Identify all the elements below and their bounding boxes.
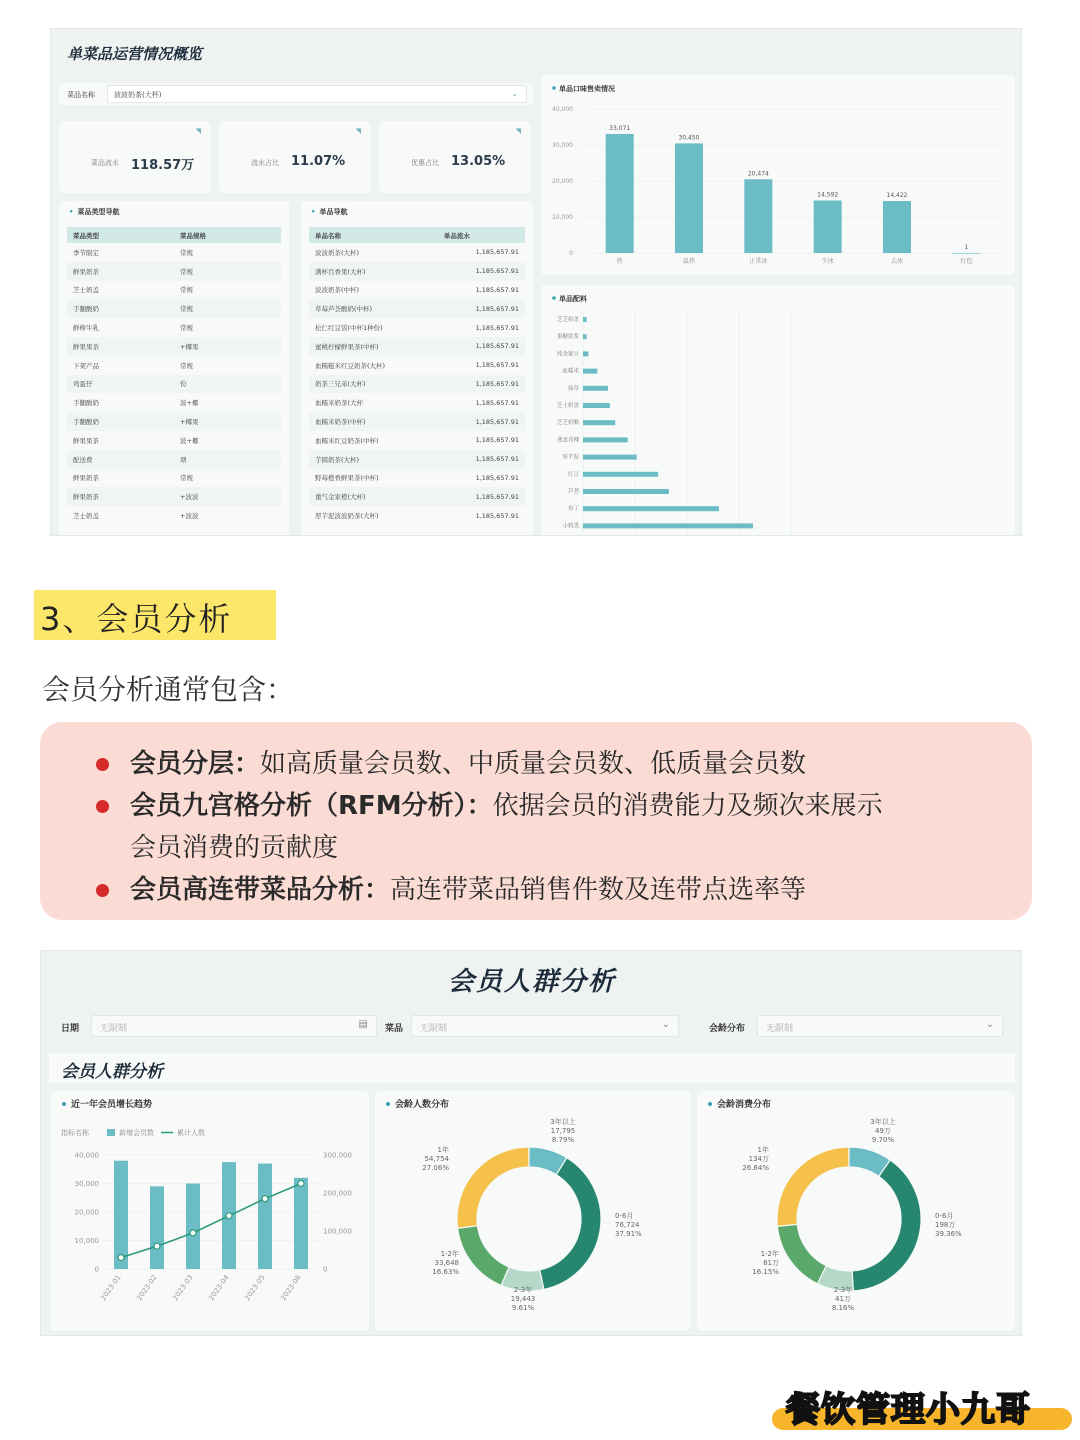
x-tick-label: 2023-01 bbox=[99, 1273, 123, 1303]
x-tick-label: 2023-02 bbox=[135, 1273, 159, 1303]
table-cell: 波波奶茶(中杯) bbox=[315, 286, 360, 295]
bar bbox=[675, 143, 703, 253]
date-filter-input[interactable] bbox=[91, 1015, 377, 1037]
table-cell: 1,185,657.91 bbox=[475, 436, 519, 445]
table-cell: 1,185,657.91 bbox=[475, 285, 519, 294]
title-dot bbox=[62, 1102, 66, 1106]
table-row[interactable] bbox=[67, 412, 281, 431]
dish-type-nav-panel bbox=[59, 201, 289, 536]
bullet-item-rfm-cont: 会员消费的贡献度 bbox=[130, 833, 339, 863]
bar-value-label: 14,592 bbox=[817, 191, 839, 199]
bar-value-label: 30,450 bbox=[678, 134, 700, 142]
table-cell: 配送费 bbox=[67, 450, 174, 469]
bar bbox=[583, 506, 719, 511]
brand-logo bbox=[772, 1382, 1072, 1430]
bar bbox=[583, 351, 588, 356]
x-tick-label: 2023-06 bbox=[279, 1273, 303, 1303]
table-cell: 下架产品 bbox=[73, 361, 99, 370]
table-cell: 1,185,657.91 bbox=[438, 450, 525, 469]
bullet-box bbox=[40, 722, 1032, 920]
y-tick-label: 芝芝奶盖 bbox=[556, 317, 579, 323]
table-cell: 血糯米奶茶(中杯) bbox=[309, 412, 438, 431]
chart-title: 单品口味售卖情况 bbox=[559, 85, 615, 93]
filter-label: 会龄分布 bbox=[709, 1024, 746, 1034]
table-cell: 波+椰 bbox=[180, 399, 199, 408]
table-cell: 芝士奶盖 bbox=[73, 286, 99, 295]
dish-name-label: 菜品名称 bbox=[67, 91, 95, 99]
table-cell: 鸡蛋仔 bbox=[67, 375, 174, 394]
member-crowd-dashboard bbox=[40, 950, 1022, 1336]
filter-label: 菜品 bbox=[385, 1024, 404, 1034]
slice-label-pct: 27.06% bbox=[422, 1164, 449, 1172]
line-point bbox=[226, 1213, 232, 1219]
title-dot bbox=[552, 296, 556, 300]
table-cell: 草莓芦荟酸奶(中杯) bbox=[309, 299, 438, 318]
dish-name-select[interactable] bbox=[107, 85, 527, 103]
line-point bbox=[262, 1196, 268, 1202]
bullet-item-rfm bbox=[130, 786, 883, 826]
table-row[interactable] bbox=[67, 262, 281, 281]
y-tick-label: 芝士奶盖 bbox=[556, 403, 579, 409]
chevron-down-icon: ⌄ bbox=[661, 1019, 670, 1030]
y-left-tick-label: 40,000 bbox=[74, 1151, 99, 1160]
bullet-dot bbox=[96, 800, 109, 813]
column-header: 单品名称 bbox=[309, 227, 438, 243]
table-cell: 野莓橙香鲜果茶(中杯) bbox=[315, 474, 379, 483]
member-growth-panel bbox=[51, 1091, 369, 1331]
table-cell: 鲜果奶茶 bbox=[73, 474, 99, 483]
date-filter bbox=[61, 1013, 368, 1039]
slice-label-pct: 9.61% bbox=[511, 1304, 535, 1312]
corner-icon: ◥ bbox=[195, 127, 201, 135]
section-subtitle-text: 会员人群分析 bbox=[61, 1062, 163, 1082]
table-row[interactable] bbox=[67, 431, 281, 450]
y-left-tick-label: 30,000 bbox=[74, 1180, 99, 1188]
x-tick-label: 去冰 bbox=[890, 258, 904, 265]
table-row[interactable] bbox=[309, 506, 525, 525]
table-cell: 季节限定 bbox=[73, 248, 99, 257]
table-row[interactable] bbox=[67, 487, 281, 506]
legend-swatch bbox=[107, 1129, 115, 1136]
x-tick-label: 打包 bbox=[960, 258, 973, 265]
y-tick-label: 燕麦青稞 bbox=[556, 437, 579, 444]
panel-title: • 菜品类型导航 bbox=[69, 207, 119, 217]
tenure-spend-donut bbox=[697, 1091, 1015, 1331]
dashboard-title: 单菜品运营情况概览 bbox=[67, 45, 203, 63]
table-cell: 鲜果奶茶 bbox=[67, 262, 174, 281]
table-cell: 常规 bbox=[180, 324, 193, 333]
slice-label-value: 76,724 bbox=[615, 1221, 640, 1229]
chart-title: 单品配料 bbox=[559, 295, 587, 303]
y-left-tick-label: 20,000 bbox=[74, 1208, 99, 1217]
table-row[interactable] bbox=[67, 469, 281, 488]
bullet-item-attach-dishes bbox=[130, 870, 806, 910]
slice-label-value: 198万 bbox=[935, 1221, 956, 1229]
y-tick-label: 0 bbox=[569, 250, 573, 257]
table-cell: 1,185,657.91 bbox=[475, 473, 519, 482]
filter-placeholder: 无限制 bbox=[100, 1024, 128, 1034]
x-tick-label: 2023-03 bbox=[171, 1273, 195, 1303]
item-nav-panel bbox=[301, 201, 533, 536]
bar bbox=[583, 489, 669, 494]
slice-label-name: 2-3年 bbox=[513, 1286, 533, 1294]
bar-value-label: 1 bbox=[964, 243, 969, 251]
y-tick-label: 20,000 bbox=[552, 178, 573, 185]
table-cell: 手翻酸奶 bbox=[67, 412, 174, 431]
table-cell: 常规 bbox=[180, 248, 193, 257]
table-cell: 鲜果果茶 bbox=[73, 436, 99, 445]
filter-placeholder: 无限制 bbox=[420, 1024, 448, 1034]
tenure-count-panel bbox=[375, 1091, 691, 1331]
y-tick-label: 芝芝奶酪 bbox=[556, 420, 579, 427]
kpi-value: 13.05% bbox=[451, 154, 506, 169]
table-cell: 重气金家橙(大杯) bbox=[309, 487, 438, 506]
table-row[interactable] bbox=[67, 393, 281, 412]
dish-filter-select[interactable] bbox=[411, 1015, 679, 1037]
table-row[interactable] bbox=[309, 299, 525, 318]
slice-label-value: 49万 bbox=[875, 1127, 891, 1135]
bullet-text: 如高质量会员数、中质量会员数、低质量会员数 bbox=[260, 749, 807, 779]
y-tick-label: 布丁 bbox=[567, 506, 579, 513]
table-row[interactable] bbox=[309, 281, 525, 300]
slice-label-value: 33,648 bbox=[434, 1259, 459, 1267]
table-row[interactable] bbox=[309, 393, 525, 412]
table-cell: 波+椰 bbox=[180, 436, 199, 445]
table-cell: +波波 bbox=[180, 512, 199, 521]
legend-title: 指标名称 bbox=[61, 1129, 89, 1137]
table-cell: 1,185,657.91 bbox=[475, 511, 519, 520]
slice-label-value: 81万 bbox=[763, 1259, 779, 1267]
member-growth-chart bbox=[51, 1091, 369, 1331]
y-right-tick-label: 0 bbox=[323, 1265, 328, 1274]
dashboard-title: 会员人群分析 bbox=[447, 967, 616, 997]
slice-label-name: 0-6月 bbox=[615, 1212, 634, 1220]
table-cell: 1,185,657.91 bbox=[438, 262, 525, 281]
column-header: 菜品类型 bbox=[67, 227, 174, 243]
corner-icon: ◥ bbox=[515, 127, 521, 135]
x-tick-label: 温热 bbox=[682, 258, 696, 265]
bar-value-label: 14,422 bbox=[886, 192, 908, 200]
table-row[interactable] bbox=[309, 262, 525, 281]
slice-label-pct: 8.79% bbox=[551, 1136, 575, 1144]
kpi-card-revenue bbox=[59, 121, 211, 193]
bullet-bold: 会员九宫格分析（RFM分析）： bbox=[130, 791, 493, 821]
y-tick-label: 血糯米 bbox=[562, 368, 579, 375]
table-row[interactable] bbox=[309, 243, 525, 262]
chevron-down-icon: ⌄ bbox=[511, 89, 518, 98]
table-row[interactable] bbox=[67, 281, 281, 300]
table-row[interactable] bbox=[67, 243, 281, 262]
bar bbox=[583, 420, 615, 425]
slice-label-pct: 16.63% bbox=[432, 1268, 459, 1276]
table-row[interactable] bbox=[67, 356, 281, 375]
table-cell: 鲜果奶茶 bbox=[67, 487, 174, 506]
bar bbox=[952, 253, 980, 254]
bar bbox=[583, 455, 637, 460]
chart-title: 会龄人数分布 bbox=[395, 1100, 450, 1110]
x-tick-label: 正常冰 bbox=[749, 258, 768, 265]
y-tick-label: 果糖底浆 bbox=[556, 334, 579, 341]
bullet-item-member-tier bbox=[130, 744, 806, 784]
calendar-icon: ▤ bbox=[358, 1019, 368, 1030]
table-cell: 蜜桃柠檬鲜果茶(中杯) bbox=[309, 337, 438, 356]
bar bbox=[606, 134, 634, 253]
table-cell: 常规 bbox=[174, 299, 281, 318]
section-heading-text: 3、会员分析 bbox=[40, 600, 233, 638]
table-cell: 芋圆奶茶(大杯) bbox=[309, 450, 438, 469]
bar bbox=[583, 386, 608, 391]
x-tick-label: 2023-04 bbox=[207, 1273, 231, 1303]
bullet-bold: 会员高连带菜品分析： bbox=[130, 875, 391, 905]
table-row[interactable] bbox=[309, 431, 525, 450]
y-right-tick-label: 300,000 bbox=[323, 1151, 352, 1160]
bar bbox=[744, 179, 772, 253]
slice-label-pct: 16.15% bbox=[752, 1268, 779, 1276]
slice-label-pct: 9.70% bbox=[871, 1136, 895, 1144]
table-cell: 芝士奶盖 bbox=[73, 512, 99, 521]
slice-label-value: 134万 bbox=[748, 1155, 769, 1163]
y-tick-label: 30,000 bbox=[552, 142, 573, 149]
cumulative-line bbox=[121, 1184, 301, 1258]
bar bbox=[583, 369, 597, 374]
table-cell: 1,185,657.91 bbox=[438, 375, 525, 394]
filter-placeholder: 无限制 bbox=[766, 1024, 794, 1034]
table-cell: 1,185,657.91 bbox=[475, 398, 519, 407]
bar bbox=[150, 1186, 164, 1269]
table-cell: 鲜果果茶 bbox=[67, 337, 174, 356]
filter-label: 日期 bbox=[61, 1024, 80, 1034]
donut-slice bbox=[457, 1147, 529, 1228]
kpi-value: 118.57万 bbox=[131, 158, 195, 173]
line-point bbox=[190, 1230, 196, 1236]
table-row[interactable] bbox=[309, 356, 525, 375]
title-dot bbox=[386, 1102, 390, 1106]
logo-text: 餐饮管理小九哥 bbox=[786, 1390, 1031, 1430]
table-cell: 松仁红豆饭(中杯1种份) bbox=[315, 324, 383, 333]
bullet-bold: 会员分层： bbox=[130, 749, 261, 779]
bullet-text: 高连带菜品销售件数及连带点选率等 bbox=[390, 875, 807, 905]
donut-slice bbox=[540, 1158, 601, 1290]
kpi-label: 优惠占比 bbox=[411, 159, 439, 167]
table-cell: +波波 bbox=[174, 487, 281, 506]
table-cell: +椰果 bbox=[174, 337, 281, 356]
y-tick-label: 10,000 bbox=[552, 214, 573, 221]
table-cell: 份 bbox=[174, 375, 281, 394]
bar bbox=[814, 200, 842, 253]
table-cell: 1,185,657.91 bbox=[475, 361, 519, 370]
slice-label-name: 2-3年 bbox=[833, 1286, 853, 1294]
bullet-dot bbox=[96, 884, 109, 897]
table-row[interactable] bbox=[309, 469, 525, 488]
table-cell: 血糯糍米红豆奶茶(大杯) bbox=[315, 361, 386, 370]
panel-title: • 单品导航 bbox=[311, 207, 347, 217]
dish-type-table bbox=[67, 227, 281, 525]
bar bbox=[258, 1164, 272, 1269]
slice-label-value: 54,754 bbox=[424, 1155, 449, 1163]
chart-title: 会龄消费分布 bbox=[717, 1100, 772, 1110]
table-row[interactable] bbox=[309, 450, 525, 469]
y-tick-label: 纯金蜜豆 bbox=[556, 351, 579, 358]
bar bbox=[294, 1178, 308, 1269]
table-row[interactable] bbox=[67, 318, 281, 337]
kpi-value: 11.07% bbox=[291, 154, 346, 169]
bar bbox=[583, 403, 610, 408]
table-cell: 厚芋泥波波奶茶(大杯) bbox=[315, 512, 379, 521]
table-cell: 奶茶三兄弟(大杯) bbox=[309, 375, 438, 394]
table-row[interactable] bbox=[309, 337, 525, 356]
line-point bbox=[298, 1181, 304, 1187]
y-right-tick-label: 100,000 bbox=[323, 1227, 352, 1236]
donut-slice bbox=[458, 1226, 509, 1286]
table-row[interactable] bbox=[67, 450, 281, 469]
y-tick-label: 仙草 bbox=[567, 385, 579, 392]
corner-icon: ◥ bbox=[355, 127, 361, 135]
slice-label-pct: 39.36% bbox=[935, 1230, 962, 1238]
table-row[interactable] bbox=[67, 299, 281, 318]
chart-title: 近一年会员增长趋势 bbox=[71, 1100, 153, 1110]
table-cell: 1,185,657.91 bbox=[438, 412, 525, 431]
bullet-dot bbox=[96, 758, 109, 771]
ingredient-chart bbox=[541, 285, 1015, 536]
donut-slice bbox=[852, 1160, 921, 1291]
bar bbox=[114, 1161, 128, 1269]
legend-label: 新增会员数 bbox=[119, 1129, 154, 1137]
slice-label-name: 3年以上 bbox=[550, 1118, 576, 1126]
title-dot bbox=[552, 86, 556, 90]
slice-label-name: 1-2年 bbox=[760, 1250, 779, 1258]
table-row[interactable] bbox=[67, 506, 281, 525]
kpi-label: 菜品流水 bbox=[91, 159, 119, 167]
table-cell: 手翻酸奶 bbox=[67, 299, 174, 318]
chevron-down-icon: ⌄ bbox=[985, 1019, 994, 1030]
ingredient-chart-panel bbox=[541, 285, 1015, 536]
y-tick-label: 40,000 bbox=[552, 106, 573, 113]
section-heading bbox=[34, 590, 276, 640]
tenure-filter bbox=[709, 1013, 1003, 1039]
table-cell: 常规 bbox=[180, 286, 193, 295]
slice-label-pct: 37.91% bbox=[615, 1230, 642, 1238]
bar bbox=[583, 317, 587, 322]
slice-label-value: 19,443 bbox=[510, 1295, 536, 1303]
column-header: 菜品规格 bbox=[174, 227, 281, 243]
tenure-count-donut bbox=[375, 1091, 691, 1331]
title-dot bbox=[708, 1102, 712, 1106]
dish-filter bbox=[385, 1013, 679, 1039]
dish-overview-dashboard bbox=[50, 28, 1022, 536]
line-point bbox=[154, 1243, 160, 1249]
table-row[interactable] bbox=[309, 318, 525, 337]
slice-label-name: 3年以上 bbox=[870, 1118, 896, 1126]
bar bbox=[583, 437, 628, 442]
slice-label-name: 1年 bbox=[757, 1146, 769, 1154]
table-cell: 常规 bbox=[174, 262, 281, 281]
bar bbox=[583, 334, 587, 339]
x-tick-label: 2023-05 bbox=[243, 1273, 267, 1303]
table-row[interactable] bbox=[309, 412, 525, 431]
table-row[interactable] bbox=[309, 375, 525, 394]
bar bbox=[583, 523, 753, 528]
y-right-tick-label: 200,000 bbox=[323, 1189, 352, 1198]
y-tick-label: 小料类 bbox=[562, 523, 579, 530]
donut-slice bbox=[777, 1224, 826, 1283]
table-cell: 满杯百香果(大杯) bbox=[309, 262, 438, 281]
slice-label-value: 41万 bbox=[835, 1295, 851, 1303]
slice-label-pct: 26.64% bbox=[742, 1164, 769, 1172]
table-cell: 常规 bbox=[180, 361, 193, 370]
y-left-tick-label: 0 bbox=[94, 1265, 99, 1274]
table-cell: 1,185,657.91 bbox=[438, 337, 525, 356]
y-tick-label: 厚芋泥 bbox=[562, 454, 579, 461]
table-cell: 常规 bbox=[180, 474, 193, 483]
slice-label-value: 17,795 bbox=[550, 1127, 576, 1135]
table-cell: 鲜榨牛乳 bbox=[73, 324, 99, 333]
section-intro: 会员分析通常包含： bbox=[42, 673, 295, 706]
table-cell: 1,185,657.91 bbox=[475, 248, 519, 257]
donut-slice bbox=[777, 1147, 849, 1226]
flavor-sales-chart bbox=[541, 75, 1015, 275]
table-cell: 血糯米红豆奶茶(中杯) bbox=[315, 436, 379, 445]
line-point bbox=[118, 1255, 124, 1261]
table-cell: 波波奶茶(大杯) bbox=[315, 248, 360, 257]
dish-name-value: 波波奶茶(大杯) bbox=[114, 91, 162, 99]
table-row[interactable] bbox=[67, 375, 281, 394]
x-tick-label: 热 bbox=[616, 258, 623, 265]
tenure-filter-select[interactable] bbox=[757, 1015, 1003, 1037]
flavor-sales-chart-panel bbox=[541, 75, 1015, 275]
table-cell: 1,185,657.91 bbox=[438, 487, 525, 506]
slice-label-name: 0-6月 bbox=[935, 1212, 954, 1220]
column-header: 单品流水 bbox=[438, 227, 525, 243]
y-left-tick-label: 10,000 bbox=[74, 1237, 99, 1245]
y-tick-label: 芦荟 bbox=[567, 489, 579, 495]
bar bbox=[583, 472, 658, 477]
table-cell: +椰果 bbox=[174, 412, 281, 431]
section-subtitle bbox=[49, 1053, 1015, 1083]
kpi-label: 流水占比 bbox=[251, 159, 279, 167]
kpi-card-revenue-share bbox=[219, 121, 371, 193]
table-row[interactable] bbox=[67, 337, 281, 356]
bullet-text: 依据会员的消费能力及频次来展示 bbox=[492, 791, 883, 821]
x-tick-label: 少冰 bbox=[821, 258, 834, 265]
bar-value-label: 20,474 bbox=[747, 170, 769, 178]
bar-value-label: 33,071 bbox=[609, 124, 631, 132]
table-cell: 血糯米奶茶(大杯 bbox=[315, 399, 364, 408]
item-table bbox=[309, 227, 525, 525]
bar bbox=[883, 201, 911, 253]
slice-label-name: 1年 bbox=[437, 1146, 449, 1154]
table-cell: 1,185,657.91 bbox=[475, 323, 519, 332]
slice-label-pct: 8.16% bbox=[831, 1304, 855, 1312]
y-tick-label: 红豆 bbox=[567, 471, 579, 478]
bar bbox=[186, 1184, 200, 1270]
table-cell: 项 bbox=[174, 450, 281, 469]
kpi-card-discount-share bbox=[379, 121, 531, 193]
table-cell: 1,185,657.91 bbox=[438, 299, 525, 318]
table-cell: 手翻酸奶 bbox=[73, 399, 99, 408]
legend-label: 累计人数 bbox=[177, 1129, 205, 1137]
slice-label-name: 1-2年 bbox=[440, 1250, 459, 1258]
table-row[interactable] bbox=[309, 487, 525, 506]
tenure-spend-panel bbox=[697, 1091, 1015, 1331]
dish-name-filter bbox=[59, 83, 533, 105]
